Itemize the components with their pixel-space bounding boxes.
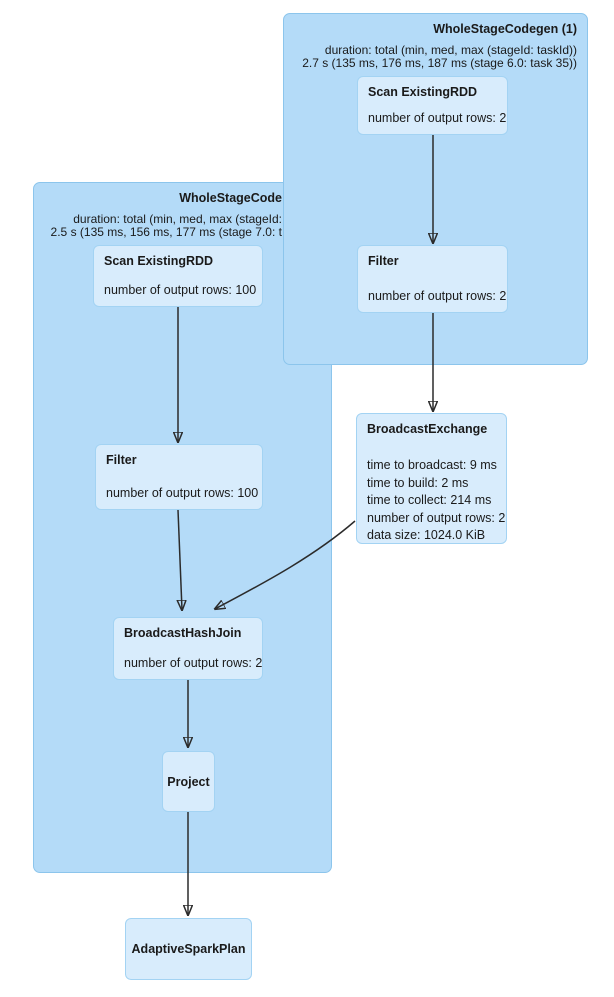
node-title: Project bbox=[167, 774, 210, 789]
metric-line: time to build: 2 ms bbox=[367, 475, 469, 490]
node-filter-2[interactable] bbox=[95, 444, 263, 510]
node-broadcastexchange[interactable] bbox=[356, 413, 507, 544]
metric-line: time to collect: 214 ms bbox=[367, 493, 492, 507]
node-scan-existingrdd-2[interactable] bbox=[93, 245, 263, 307]
node-metrics bbox=[124, 656, 262, 671]
metric-line: number of output rows: 100 bbox=[104, 283, 257, 297]
node-title: Scan ExistingRDD bbox=[104, 254, 214, 268]
duration-line: 2.7 s (135 ms, 176 ms, 187 ms (stage 6.0: task 35)) bbox=[302, 56, 577, 70]
node-title: BroadcastHashJoin bbox=[124, 626, 242, 640]
node-title: Filter bbox=[368, 254, 399, 268]
node-adaptivesparkplan[interactable] bbox=[125, 918, 252, 980]
duration-line: duration: total (min, med, max (stageId: bbox=[73, 212, 282, 226]
duration-line: 2.5 s (135 ms, 156 ms, 177 ms (stage 7.0: t bbox=[50, 225, 282, 239]
node-title: BroadcastExchange bbox=[367, 422, 488, 436]
metric-line: number of output rows: 2 bbox=[124, 656, 263, 670]
node-metrics bbox=[104, 283, 256, 298]
node-metrics bbox=[368, 289, 506, 304]
cluster-duration bbox=[302, 44, 577, 70]
node-project[interactable] bbox=[162, 751, 215, 812]
metric-line: data size: 1024.0 KiB bbox=[367, 528, 486, 542]
cluster-title: WholeStageCodegen (1) bbox=[433, 22, 577, 36]
node-metrics bbox=[106, 486, 258, 501]
node-metrics bbox=[367, 457, 505, 545]
node-broadcasthashjoin[interactable] bbox=[113, 617, 263, 680]
node-metrics bbox=[368, 111, 506, 126]
duration-line: duration: total (min, med, max (stageId: taskId)) bbox=[324, 43, 577, 57]
node-title: Filter bbox=[106, 453, 137, 467]
metric-line: number of output rows: 2 bbox=[367, 510, 506, 525]
metric-line: number of output rows: 2 bbox=[368, 111, 507, 125]
metric-line: number of output rows: 2 bbox=[368, 289, 507, 303]
cluster-duration bbox=[51, 213, 282, 239]
node-title: AdaptiveSparkPlan bbox=[131, 942, 246, 956]
metric-line: time to broadcast: 9 ms bbox=[367, 458, 497, 472]
metric-line: number of output rows: 100 bbox=[106, 486, 259, 500]
node-title: Scan ExistingRDD bbox=[368, 85, 478, 99]
cluster-title: WholeStageCode bbox=[179, 191, 282, 205]
node-scan-existingrdd-1[interactable] bbox=[357, 76, 508, 135]
node-filter-1[interactable] bbox=[357, 245, 508, 313]
